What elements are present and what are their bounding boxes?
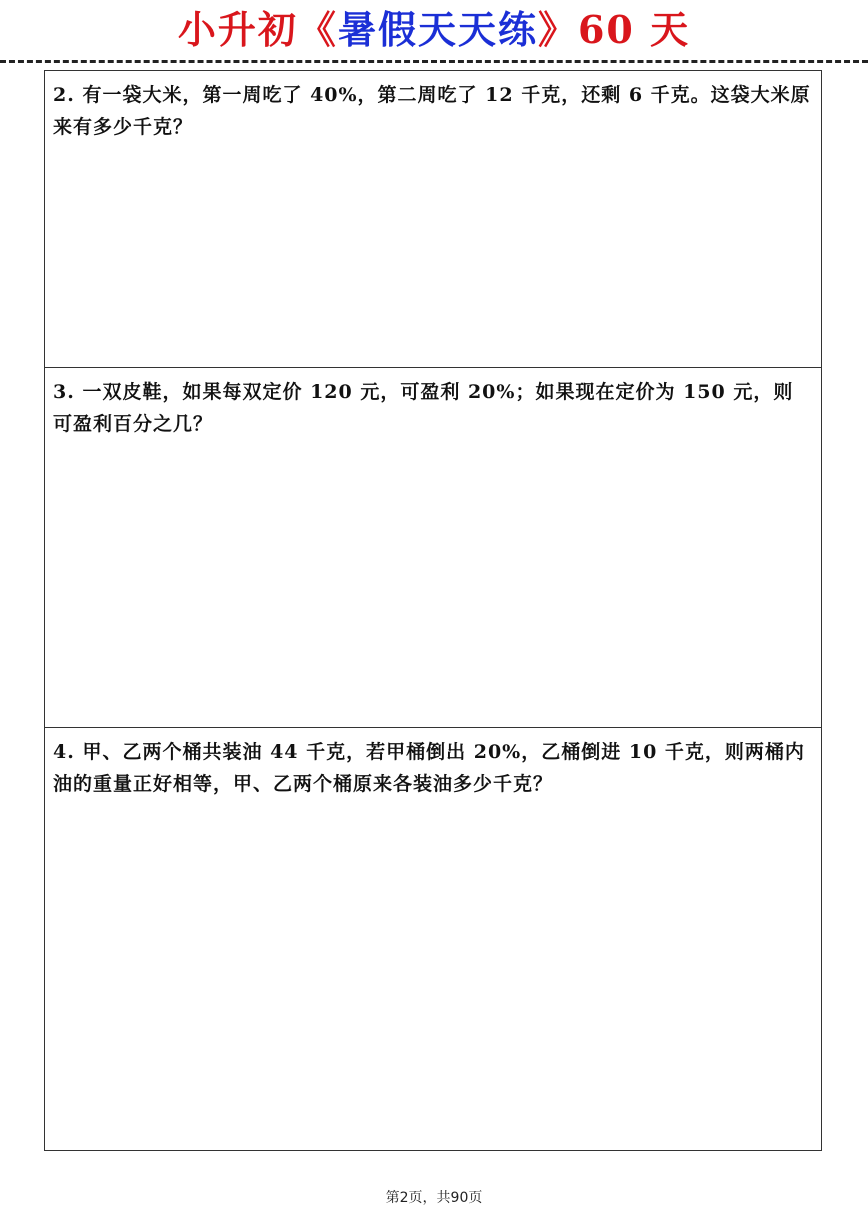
question-box-3: [44, 367, 822, 727]
title-highlight: 暑假天天练: [337, 7, 538, 52]
header-divider: [0, 60, 868, 63]
question-text-2: 2. 有一袋大米，第一周吃了 40%，第二周吃了 12 千克，还剩 6 千克。这袋大米原来有多少千克？: [53, 84, 811, 138]
question-box-4: [44, 727, 822, 1151]
title-suffix: 》60 天: [537, 7, 691, 52]
question-box-2: [44, 70, 822, 368]
title-prefix: 小升初《: [177, 7, 338, 52]
page-footer: 第2页，共90页: [385, 1190, 483, 1206]
question-text-3: 3. 一双皮鞋，如果每双定价 120 元，可盈利 20%；如果现在定价为 150 元，则可盈利百分之几？: [53, 381, 794, 435]
question-text-4: 4. 甲、乙两个桶共装油 44 千克，若甲桶倒出 20%，乙桶倒进 10 千克，则两桶内油的重量正好相等，甲、乙两个桶原来各装油多少千克？: [53, 741, 805, 795]
page-title: [0, 4, 868, 56]
